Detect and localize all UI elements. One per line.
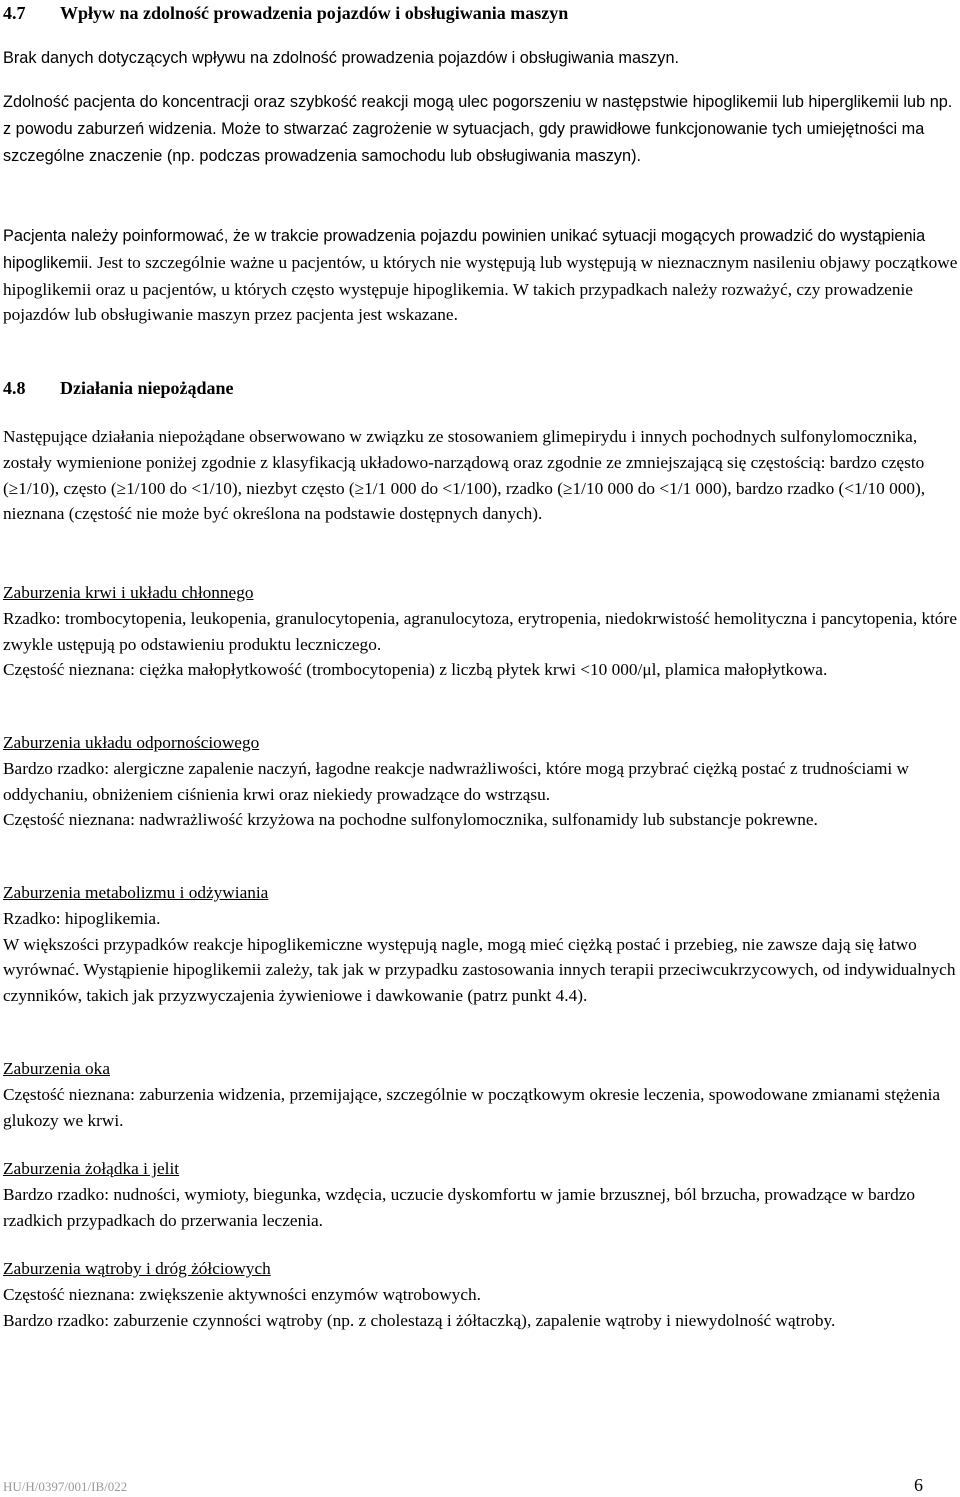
paragraph-concentration [3, 89, 958, 169]
subheading-liver: Zaburzenia wątroby i dróg żółciowych [3, 1259, 271, 1278]
subheading-eye: Zaburzenia oka [3, 1059, 110, 1078]
group-liver [3, 1256, 958, 1333]
section-number: 4.8 [3, 378, 26, 398]
subheading-gi: Zaburzenia żołądka i jelit [3, 1159, 180, 1178]
immune-very-rare: Bardzo rzadko: alergiczne zapalenie naczyń, łagodne reakcje nadwrażliwości, które mogą przybrać ciężką postać z trudnościami w oddychaniu, obniżeniem ciśnienia krwi oraz niekiedy prowadzące do wstrząsu. [3, 758, 910, 804]
blood-unknown: Częstość nieznana: ciężka małopłytkowość (trombocytopenia) z liczbą płytek krwi <10 000/μl, plamica małopłytkowa. [3, 660, 828, 680]
group-blood [3, 580, 958, 683]
section-4-7-heading [3, 1, 568, 25]
page-number: 6 [914, 1475, 923, 1495]
gi-very-rare: Bardzo rzadko: nudności, wymioty, biegunka, wzdęcia, uczucie dyskomfortu w jamie brzusznej, ból brzucha, prowadzące w bardzo rzadkich przypadkach do przerwania leczenia. [3, 1184, 916, 1230]
metabolism-rare: Rzadko: hipoglikemia. [3, 908, 161, 928]
group-metabolism [3, 880, 958, 1009]
advice-details: Jest to szczególnie ważne u pacjentów, u których nie występują lub występują w nieznacznym nasileniu objawy początkowe hipoglikemii oraz u pacjentów, u których często występuje hipoglikemia. W takich przypadkach należy rozważyć, czy prowadzenie pojazdów lub obsługiwanie maszyn przez pacjenta jest wskazane. [3, 252, 958, 325]
subheading-metabolism: Zaburzenia metabolizmu i odżywiania [3, 883, 269, 902]
liver-unknown: Częstość nieznana: zwiększenie aktywności enzymów wątrobowych. [3, 1284, 481, 1304]
advice-sentence: Pacjenta należy poinformować, że w trakcie prowadzenia pojazdu powinien unikać sytuacji mogących prowadzić do wystąpienia hipoglikemii. [3, 227, 926, 272]
liver-very-rare: Bardzo rzadko: zaburzenie czynności wątroby (np. z cholestazą i żółtaczką), zapalenie wątroby i niewydolność wątroby. [3, 1310, 836, 1330]
section-4-8-heading [3, 376, 234, 400]
risk-sentence: Może to stwarzać zagrożenie w sytuacjach, gdy prawidłowe funkcjonowanie tych umiejętności ma szczególne znaczenie (np. podczas prowadzenia samochodu lub obsługiwania maszyn). [3, 119, 925, 165]
eye-unknown: Częstość nieznana: zaburzenia widzenia, przemijające, szczególnie w początkowym okresie leczenia, spowodowane zmianami stężenia glukozy we krwi. [3, 1084, 941, 1130]
paragraph-intro: Następujące działania niepożądane obserwowano w związku ze stosowaniem glimepirydu i innych pochodnych sulfonylomocznika, zostały wymienione poniżej zgodnie z klasyfikacją układowo-narządową oraz zgodnie ze zmniejszającą się częstością: bardzo często (≥1/10), często (≥1/100 do <1/10), niezbyt często (≥1/1 000 do <1/100), rzadko (≥1/10 000 do <1/1 000), bardzo rzadko (<1/10 000), nieznana (częstość nie może być określona na podstawie dostępnych danych). [3, 427, 926, 524]
concentration-sentence: Zdolność pacjenta do koncentracji oraz szybkość reakcji mogą ulec pogorszeniu w następstwie hipoglikemii lub hiperglikemii lub np. z powodu zaburzeń widzenia. [3, 93, 953, 138]
section-number: 4.7 [3, 3, 26, 23]
section-title: Działania niepożądane [60, 378, 234, 398]
group-immune [3, 730, 958, 833]
section-title: Wpływ na zdolność prowadzenia pojazdów i obsługiwania maszyn [60, 3, 569, 23]
paragraph-no-data: Brak danych dotyczących wpływu na zdolność prowadzenia pojazdów i obsługiwania maszyn. [3, 49, 680, 67]
document-code: HU/H/0397/001/IB/022 [3, 1479, 128, 1494]
paragraph-patient-advice [3, 223, 958, 328]
group-gi [3, 1156, 958, 1233]
subheading-blood: Zaburzenia krwi i układu chłonnego [3, 583, 254, 602]
blood-rare: Rzadko: trombocytopenia, leukopenia, granulocytopenia, agranulocytoza, erytropenia, niedokrwistość hemolityczna i pancytopenia, które zwykle ustępują po odstawieniu produktu leczniczego. [3, 608, 957, 654]
immune-unknown: Częstość nieznana: nadwrażliwość krzyżowa na pochodne sulfonylomocznika, sulfonamidy lub substancje pokrewne. [3, 810, 818, 830]
group-eye [3, 1056, 958, 1133]
metabolism-details: W większości przypadków reakcje hipoglikemiczne występują nagle, mogą mieć ciężką postać i przebieg, nie zawsze dają się łatwo wyrównać. Wystąpienie hipoglikemii zależy, tak jak w przypadku zastosowania innych terapii przeciwcukrzycowych, od indywidualnych czynników, takich jak przyzwyczajenia żywieniowe i dawkowanie (patrz punkt 4.4). [3, 934, 956, 1006]
subheading-immune: Zaburzenia układu odpornościowego [3, 733, 260, 752]
